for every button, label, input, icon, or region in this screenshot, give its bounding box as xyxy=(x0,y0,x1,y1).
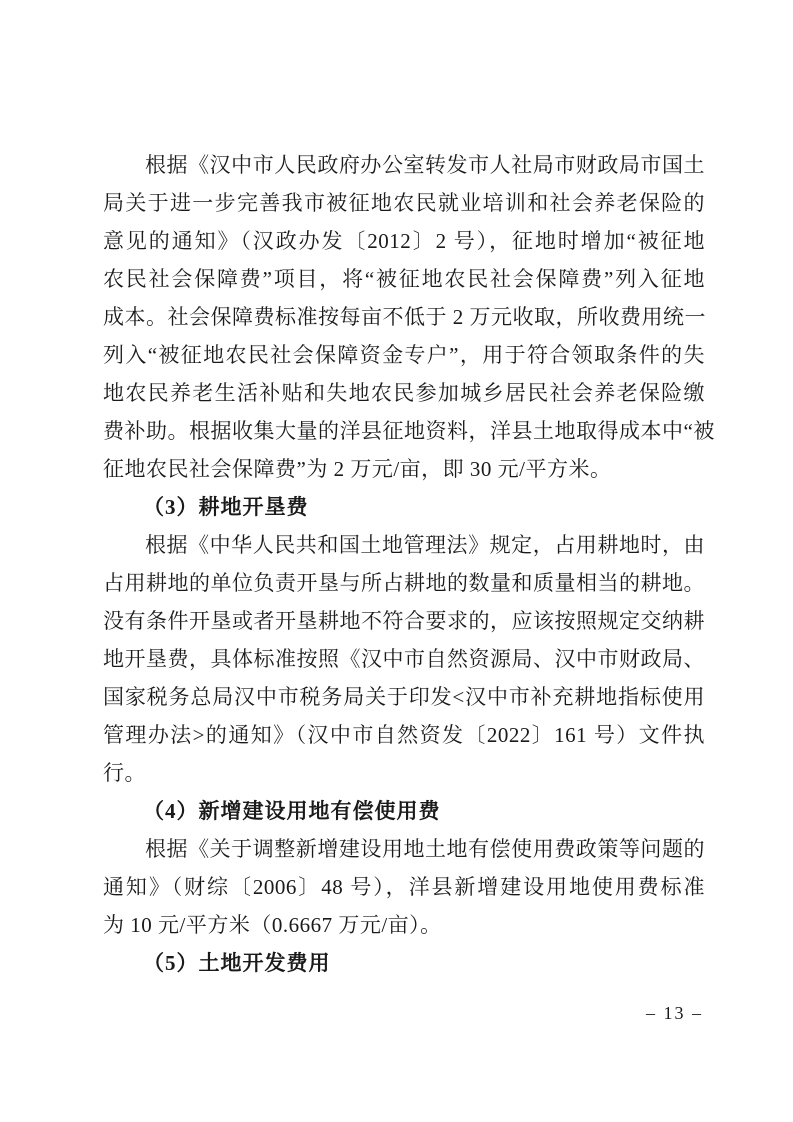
section-heading: （5）土地开发费用 xyxy=(143,951,331,975)
text-line: 根据《关于调整新增建设用地土地有偿使用费政策等问题的 xyxy=(145,837,705,861)
text-line: 行。 xyxy=(103,761,146,785)
text-line: 费补助。根据收集大量的洋县征地资料，洋县土地取得成本中“被 xyxy=(103,419,715,443)
text-line: 意见的通知》（汉政办发〔2012〕2 号），征地时增加“被征地 xyxy=(103,229,705,253)
text-line: 列入“被征地农民社会保障资金专户”，用于符合领取条件的失 xyxy=(103,343,705,367)
text-line: 地开垦费，具体标准按照《汉中市自然资源局、汉中市财政局、 xyxy=(103,647,705,671)
section-heading: （4）新增建设用地有偿使用费 xyxy=(143,799,441,823)
text-line: 通知》（财综〔2006〕48 号），洋县新增建设用地使用费标准 xyxy=(103,875,705,899)
text-line: 局关于进一步完善我市被征地农民就业培训和社会养老保险的 xyxy=(103,191,705,215)
text-line: 征地农民社会保障费”为 2 万元/亩，即 30 元/平方米。 xyxy=(103,457,612,481)
text-line: 没有条件开垦或者开垦耕地不符合要求的，应该按照规定交纳耕 xyxy=(103,609,705,633)
text-line: 地农民养老生活补贴和失地农民参加城乡居民社会养老保险缴 xyxy=(103,381,705,405)
text-line: 为 10 元/平方米（0.6667 万元/亩）。 xyxy=(103,913,442,937)
document-body xyxy=(103,146,715,982)
text-line: 根据《中华人民共和国土地管理法》规定，占用耕地时，由 xyxy=(145,533,705,557)
section-heading: （3）耕地开垦费 xyxy=(143,495,309,519)
text-line: 占用耕地的单位负责开垦与所占耕地的数量和质量相当的耕地。 xyxy=(103,571,705,595)
text-line: 农民社会保障费”项目，将“被征地农民社会保障费”列入征地 xyxy=(103,267,705,291)
page-number: – 13 – xyxy=(646,1003,703,1023)
text-line: 成本。社会保障费标准按每亩不低于 2 万元收取，所收费用统一 xyxy=(103,305,706,329)
text-line: 根据《汉中市人民政府办公室转发市人社局市财政局市国土 xyxy=(145,153,705,177)
text-line: 管理办法>的通知》（汉中市自然资发〔2022〕161 号）文件执 xyxy=(103,723,705,747)
text-line: 国家税务总局汉中市税务局关于印发<汉中市补充耕地指标使用 xyxy=(103,685,705,709)
